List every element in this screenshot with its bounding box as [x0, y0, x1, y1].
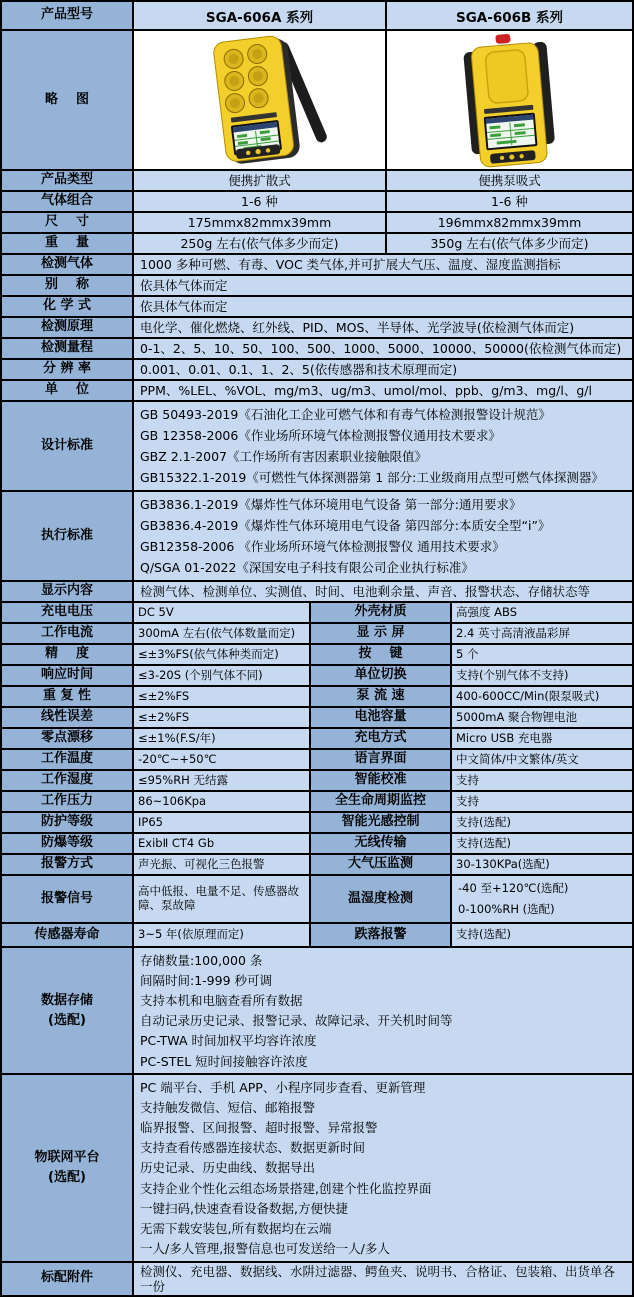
row-protection-rating	[2, 811, 632, 832]
row-value-2: 支持	[450, 792, 632, 811]
row-label-2: 全生命周期监控	[309, 792, 450, 811]
device-b-drawing	[387, 32, 632, 168]
row-label: 响应时间	[2, 666, 132, 685]
value-series-b: 便携泵吸式	[385, 171, 632, 190]
row-label: 产品类型	[2, 171, 132, 190]
row-label: 检测量程	[2, 339, 132, 358]
standard-line: Q/SGA 01-2022《深国安电子科技有限公司企业执行标准》	[140, 560, 474, 575]
row-value-1: ≤±2%FS	[132, 708, 309, 727]
row-value-2: 400-600CC/Min(限泵吸式)	[450, 687, 632, 706]
row-zero-drift	[2, 727, 632, 748]
row-label-2: 充电方式	[309, 729, 450, 748]
row-label-2: 跌落报警	[309, 924, 450, 946]
row-label: 零点漂移	[2, 729, 132, 748]
row-value: 电化学、催化燃烧、红外线、PID、MOS、半导体、光学波导(依检测气体而定)	[132, 318, 632, 337]
feature-line: PC-TWA 时间加权平均容许浓度	[140, 1033, 317, 1049]
standard-line: GB3836.1-2019《爆炸性气体环境用电气设备 第一部分:通用要求》	[140, 497, 522, 512]
row-accuracy	[2, 643, 632, 664]
feature-line: 间隔时间:1-999 秒可调	[140, 972, 273, 988]
row-label: 工作压力	[2, 792, 132, 811]
row-label: 工作湿度	[2, 771, 132, 790]
row-label: 分 辨 率	[2, 360, 132, 379]
row-value-1: 86~106Kpa	[132, 792, 309, 811]
row-label	[2, 1075, 132, 1261]
row-label-2: 智能光感控制	[309, 813, 450, 832]
row-value-1: ExibⅡ CT4 Gb	[132, 834, 309, 853]
row-label: 执行标准	[2, 492, 132, 580]
row-label-2: 智能校准	[309, 771, 450, 790]
row-sketch	[2, 29, 632, 169]
row-working-humidity	[2, 769, 632, 790]
iot-feature-list	[132, 1075, 632, 1261]
value-series-b: 196mmx82mmx39mm	[385, 213, 632, 232]
row-standard-accessories	[2, 1261, 632, 1295]
feature-line: 一键扫码,快速查看设备数据,方便快捷	[140, 1200, 348, 1216]
feature-line: 存储数量:100,000 条	[140, 952, 263, 968]
feature-line: 支持本机和电脑查看所有数据	[140, 992, 303, 1008]
value-series-a: 175mmx82mmx39mm	[132, 213, 385, 232]
row-label-2: 泵 流 速	[309, 687, 450, 706]
row-value-1: 声光振、可视化三色报警	[132, 855, 309, 874]
standard-line: GB15322.1-2019《可燃性气体探测器第 1 部分:工业级商用点型可燃气体探测器》	[140, 470, 604, 485]
inlet-cap	[495, 34, 510, 44]
row-label: 传感器寿命	[2, 924, 132, 946]
standard-line: GB3836.4-2019《爆炸性气体环境用电气设备 第四部分:本质安全型“i”》	[140, 518, 551, 533]
row-label: 检测气体	[2, 255, 132, 274]
row-response-time	[2, 664, 632, 685]
label-line-2: (选配)	[48, 1169, 86, 1185]
row-value-1: 高中低报、电量不足、传感器故障、泵故障	[132, 876, 309, 922]
feature-line: 支持企业个性化云组态场景搭建,创建个性化监控界面	[140, 1180, 432, 1196]
row-value: 依具体气体而定	[132, 297, 632, 316]
row-value-2	[450, 876, 632, 922]
header-label: 产品型号	[2, 2, 132, 29]
exec-standards-list	[132, 492, 632, 580]
row-label: 检测原理	[2, 318, 132, 337]
row-value: 检测气体、检测单位、实测值、时间、电池剩余量、声音、报警状态、存储状态等	[132, 582, 632, 601]
device-a-drawing	[134, 32, 385, 168]
feature-line: 支持查看传感器连接状态、数据更新时间	[140, 1140, 366, 1156]
row-label: 充电电压	[2, 603, 132, 622]
row-label-2: 按 键	[309, 645, 450, 664]
header-series-a: SGA-606A 系列	[132, 2, 385, 29]
row-product-model	[2, 2, 632, 29]
row-value-1: ≤±3%FS(依气体种类而定)	[132, 645, 309, 664]
label-line-1: 数据存储	[40, 993, 93, 1009]
row-value-2: 支持(个别气体不支持)	[450, 666, 632, 685]
row-label-2: 外壳材质	[309, 603, 450, 622]
row-label: 线性误差	[2, 708, 132, 727]
row-label: 精 度	[2, 645, 132, 664]
row-value-2: 高强度 ABS	[450, 603, 632, 622]
row-linearity-error	[2, 706, 632, 727]
row-label-2: 温湿度检测	[309, 876, 450, 922]
value-series-a: 便携扩散式	[132, 171, 385, 190]
row-detected-gases	[2, 253, 632, 274]
row-label: 显示内容	[2, 582, 132, 601]
temp-range-line: -40 至+120℃(选配)	[458, 880, 569, 895]
standard-line: GBZ 2.1-2007《工作场所有害因素职业接触限值》	[140, 449, 428, 464]
row-label-2: 显 示 屏	[309, 624, 450, 643]
row-alarm-mode	[2, 853, 632, 874]
row-label-2: 语言界面	[309, 750, 450, 769]
row-value-1: ≤±2%FS	[132, 687, 309, 706]
value-series-a: 1-6 种	[132, 192, 385, 211]
feature-line: 自动记录历史记录、报警记录、故障记录、开关机时间等	[140, 1013, 453, 1029]
row-value-1: IP65	[132, 813, 309, 832]
row-value-2: 2.4 英寸高清液晶彩屏	[450, 624, 632, 643]
label-line-2: (选配)	[48, 1012, 86, 1028]
row-alias	[2, 274, 632, 295]
row-working-current	[2, 622, 632, 643]
label-line-1: 物联网平台	[34, 1150, 100, 1166]
row-label: 别 称	[2, 276, 132, 295]
row-value-1: 300mA 左右(依气体数量而定)	[132, 624, 309, 643]
sketch-label: 略 图	[2, 31, 132, 169]
row-value-2: 支持(选配)	[450, 924, 632, 946]
row-value-1: -20℃~+50℃	[132, 750, 309, 769]
row-value-2: 支持(选配)	[450, 813, 632, 832]
row-label: 重 量	[2, 234, 132, 253]
row-resolution	[2, 358, 632, 379]
row-value-2: 30-130KPa(选配)	[450, 855, 632, 874]
row-label: 报警信号	[2, 876, 132, 922]
row-value: 依具体气体而定	[132, 276, 632, 295]
device-sga-606b-image	[385, 31, 632, 169]
row-value-2: 5000mA 聚合物锂电池	[450, 708, 632, 727]
design-standards-list	[132, 402, 632, 490]
feature-line: 无需下载安装包,所有数据均在云端	[140, 1221, 332, 1237]
row-label: 防护等级	[2, 813, 132, 832]
row-value: 1000 多种可燃、有毒、VOC 类气体,并可扩展大气压、温度、湿度监测指标	[132, 255, 632, 274]
row-design-standards	[2, 400, 632, 490]
feature-line: 临界报警、区间报警、超时报警、异常报警	[140, 1120, 378, 1136]
row-value: 检测仪、充电器、数据线、水阱过滤器、鳄鱼夹、说明书、合格证、包装箱、出货单各一份	[132, 1263, 632, 1295]
row-label: 化 学 式	[2, 297, 132, 316]
row-iot-platform	[2, 1073, 632, 1261]
feature-line: PC-STEL 短时间接触容许浓度	[140, 1053, 308, 1069]
row-label: 标配附件	[2, 1263, 132, 1295]
row-value-2: 5 个	[450, 645, 632, 664]
row-value-1: ≤95%RH 无结露	[132, 771, 309, 790]
row-detection-range	[2, 337, 632, 358]
row-data-storage	[2, 946, 632, 1073]
row-value: 0-1、2、5、10、50、100、500、1000、5000、10000、50000(依检测气体而定)	[132, 339, 632, 358]
row-charge-voltage	[2, 601, 632, 622]
row-label-2: 大气压监测	[309, 855, 450, 874]
row-label: 设计标准	[2, 402, 132, 490]
row-detection-principle	[2, 316, 632, 337]
row-value-2: Micro USB 充电器	[450, 729, 632, 748]
row-alarm-signal	[2, 874, 632, 922]
row-label	[2, 948, 132, 1073]
header-series-b: SGA-606B 系列	[385, 2, 632, 29]
feature-line: PC 端平台、手机 APP、小程序同步查看、更新管理	[140, 1079, 426, 1095]
top-panel	[485, 49, 529, 103]
row-value-1: ≤3-20S (个别气体不同)	[132, 666, 309, 685]
row-value-2: 支持	[450, 771, 632, 790]
value-series-b: 350g 左右(依气体多少而定)	[385, 234, 632, 253]
standard-line: GB12358-2006 《作业场所环境气体检测报警仪 通用技术要求》	[140, 539, 505, 554]
row-exec-standards	[2, 490, 632, 580]
row-display-content	[2, 580, 632, 601]
row-value-2: 中文简体/中文繁体/英文	[450, 750, 632, 769]
standard-line: GB 12358-2006《作业场所环境气体检测报警仪通用技术要求》	[140, 428, 501, 443]
row-working-pressure	[2, 790, 632, 811]
row-label: 报警方式	[2, 855, 132, 874]
feature-line: 一人/多人管理,报警信息也可发送给一人/多人	[140, 1241, 390, 1257]
row-value-1: 3~5 年(依原理而定)	[132, 924, 309, 946]
feature-line: 历史记录、历史曲线、数据导出	[140, 1160, 316, 1176]
humidity-range-line: 0-100%RH (选配)	[458, 901, 555, 916]
standard-line: GB 50493-2019《石油化工企业可燃气体和有毒气体检测报警设计规范》	[140, 407, 551, 422]
row-weight	[2, 232, 632, 253]
row-label: 工作电流	[2, 624, 132, 643]
row-value-2: 支持(选配)	[450, 834, 632, 853]
row-sensor-life	[2, 922, 632, 946]
row-product-type	[2, 169, 632, 190]
row-label: 气体组合	[2, 192, 132, 211]
row-repeatability	[2, 685, 632, 706]
feature-line: 支持触发微信、短信、邮箱报警	[140, 1099, 316, 1115]
row-label-2: 无线传输	[309, 834, 450, 853]
row-value-1: ≤±1%(F.S/年)	[132, 729, 309, 748]
value-series-b: 1-6 种	[385, 192, 632, 211]
device-sga-606a-image	[132, 31, 385, 169]
row-label-2: 单位切换	[309, 666, 450, 685]
row-value-1: DC 5V	[132, 603, 309, 622]
row-gas-combination	[2, 190, 632, 211]
row-label: 尺 寸	[2, 213, 132, 232]
row-label: 防爆等级	[2, 834, 132, 853]
row-label: 单 位	[2, 381, 132, 400]
row-units	[2, 379, 632, 400]
data-storage-list	[132, 948, 632, 1073]
row-value: PPM、%LEL、%VOL、mg/m3、ug/m3、umol/mol、ppb、g/m3、mg/l、g/l	[132, 381, 632, 400]
row-label-2: 电池容量	[309, 708, 450, 727]
row-dimensions	[2, 211, 632, 232]
row-label: 重 复 性	[2, 687, 132, 706]
row-value: 0.001、0.01、0.1、1、2、5(依传感器和技术原理而定)	[132, 360, 632, 379]
row-working-temperature	[2, 748, 632, 769]
row-label: 工作温度	[2, 750, 132, 769]
row-chemical-formula	[2, 295, 632, 316]
row-explosion-proof-rating	[2, 832, 632, 853]
value-series-a: 250g 左右(依气体多少而定)	[132, 234, 385, 253]
